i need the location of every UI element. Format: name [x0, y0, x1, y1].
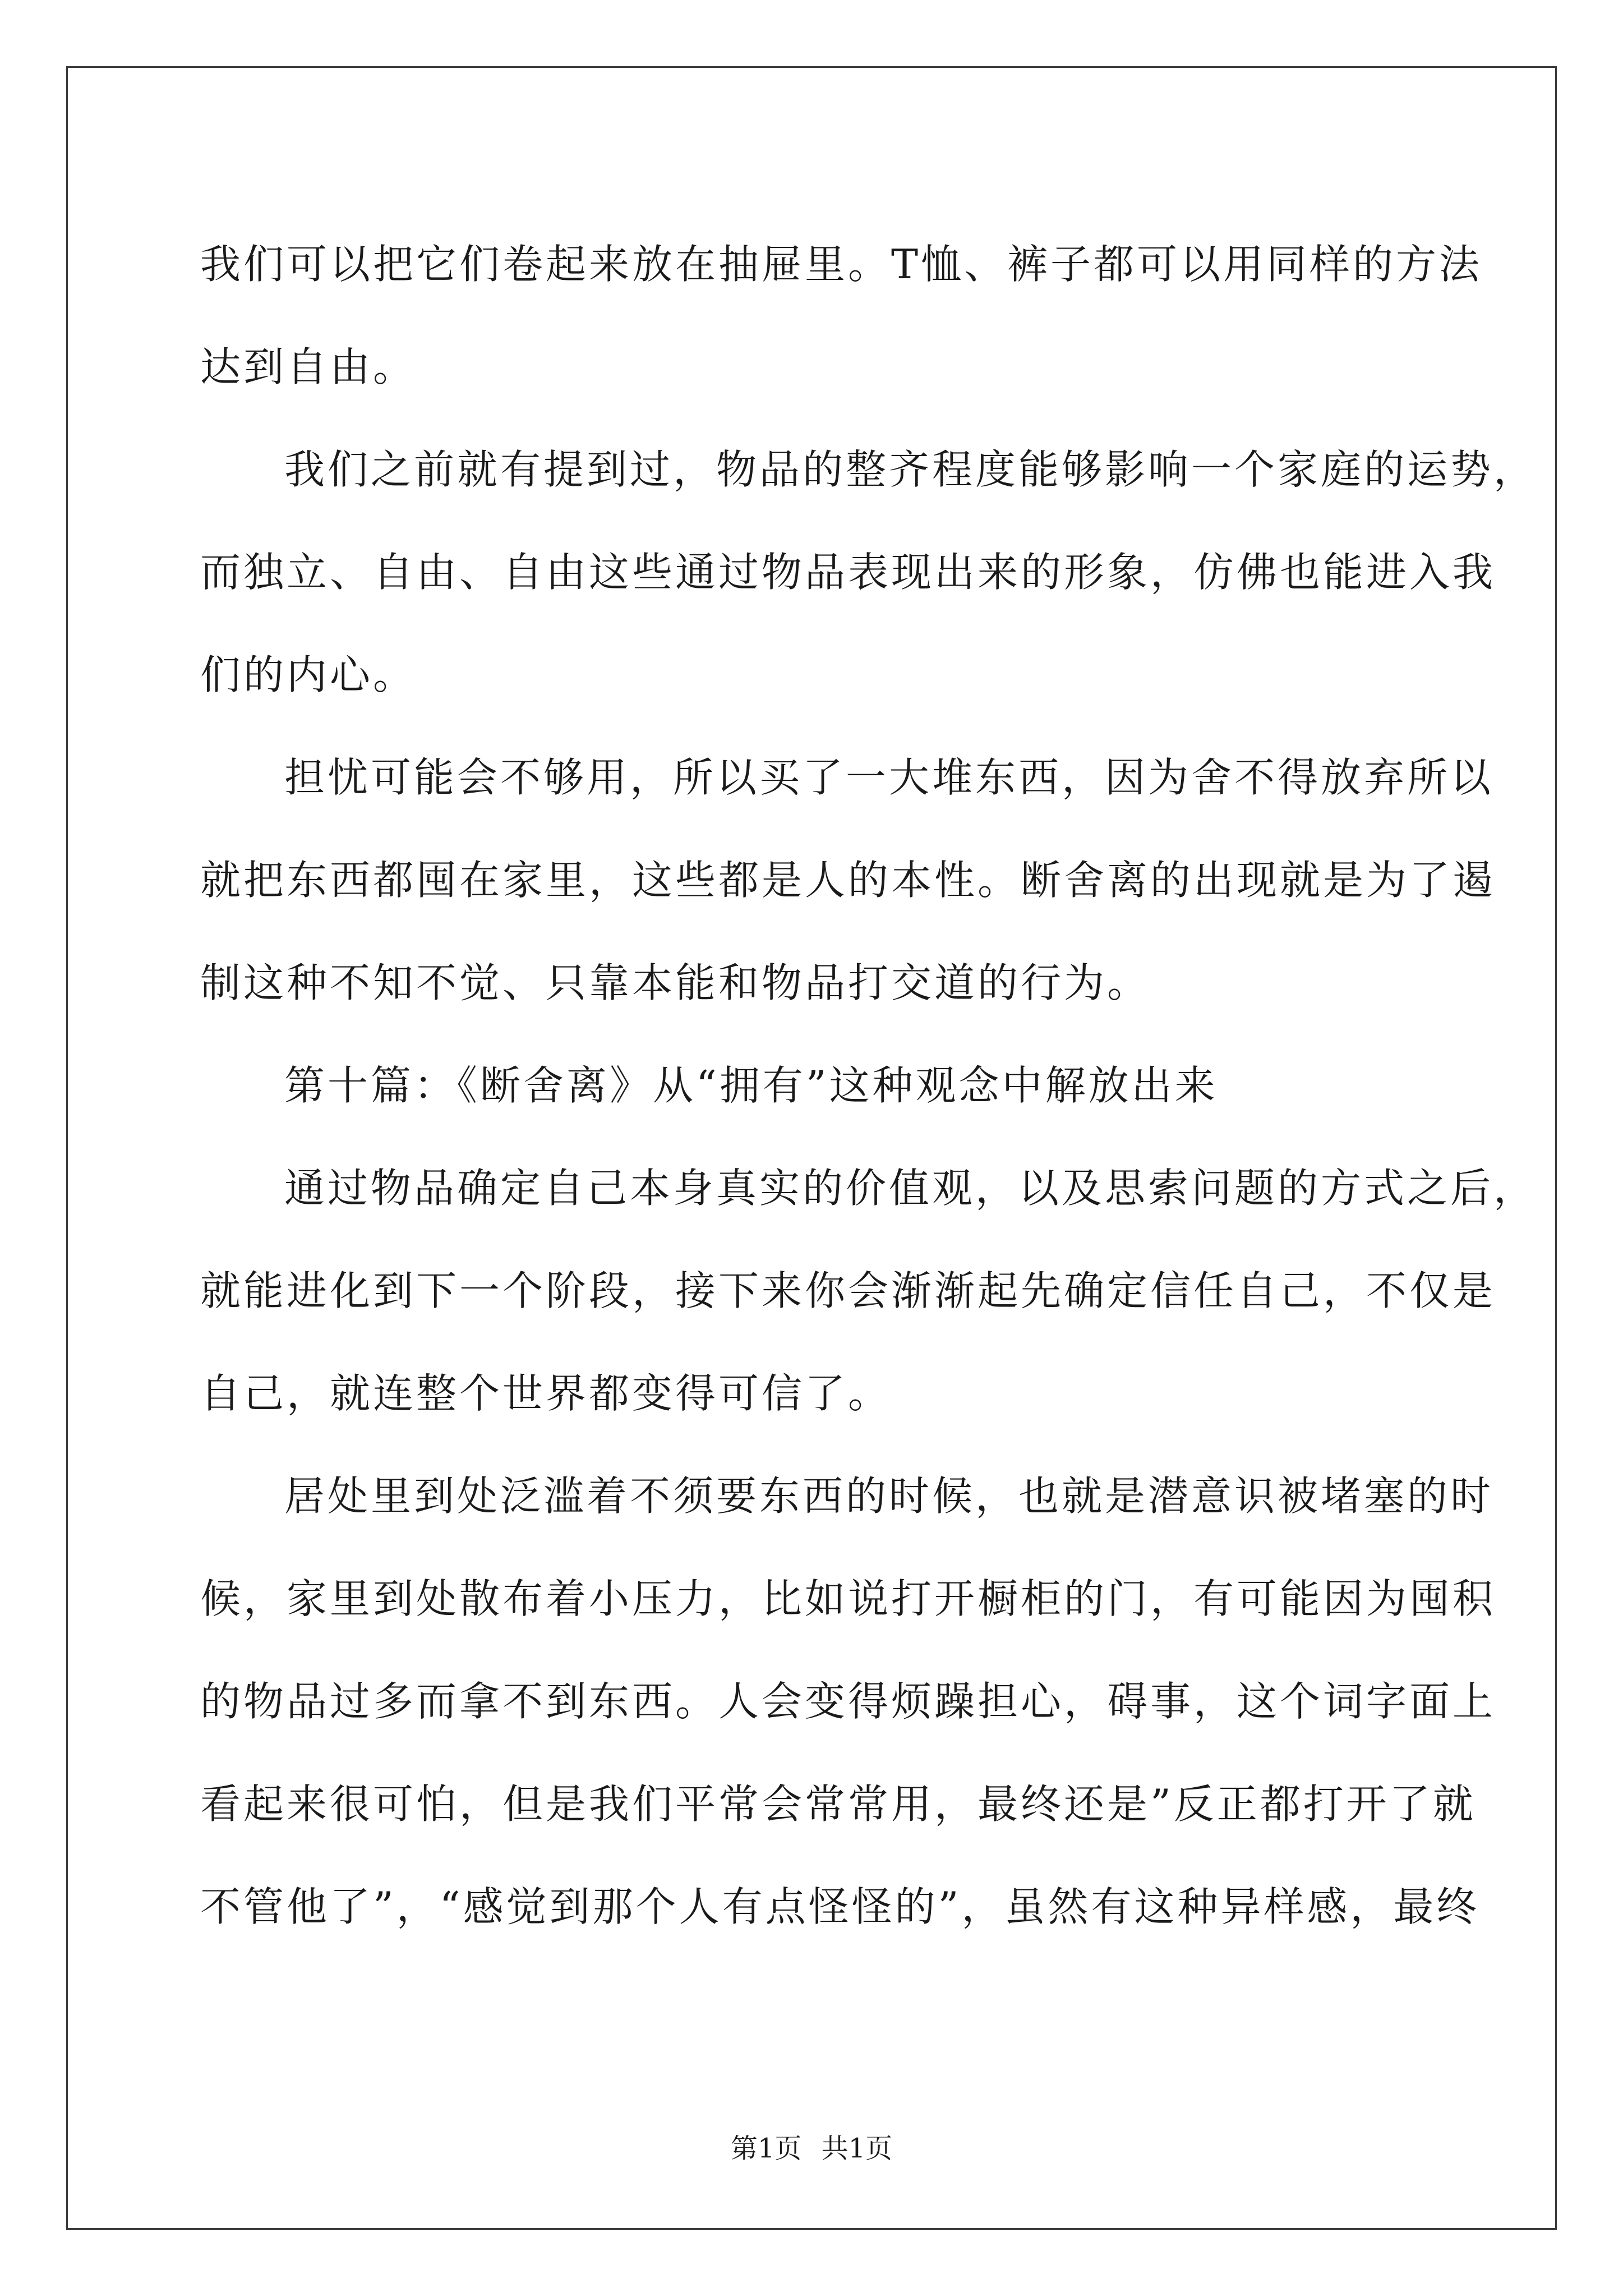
text-line: 我们可以把它们卷起来放在抽屉里。T恤、裤子都可以用同样的方法: [200, 241, 1483, 288]
text-line: 第十篇：《断舍离》从“拥有”这种观念中解放出来: [284, 1062, 1218, 1109]
text-line: 的物品过多而拿不到东西。人会变得烦躁担心，碍事，这个词字面上: [200, 1678, 1496, 1725]
text-line: 看起来很可怕，但是我们平常会常常用，最终还是”反正都打开了就: [200, 1780, 1476, 1828]
page-footer: [0, 2132, 1623, 2165]
text-line: 就把东西都囤在家里，这些都是人的本性。断舍离的出现就是为了遏: [200, 857, 1496, 904]
text-line: 我们之前就有提到过，物品的整齐程度能够影响一个家庭的运势，: [284, 446, 1537, 493]
text-line: 担忧可能会不够用，所以买了一大堆东西，因为舍不得放弃所以: [284, 754, 1494, 801]
text-line: 就能进化到下一个阶段，接下来你会渐渐起先确定信任自己，不仅是: [200, 1267, 1496, 1314]
text-line: 不管他了”，“感觉到那个人有点怪怪的”，虽然有这种异样感，最终: [200, 1883, 1480, 1930]
document-body: [200, 213, 1537, 1958]
text-line: 制这种不知不觉、只靠本能和物品打交道的行为。: [200, 959, 1151, 1006]
page-number: 第1页: [730, 2133, 802, 2164]
text-line: 自己，就连整个世界都变得可信了。: [200, 1370, 892, 1417]
text-line: 居处里到处泛滥着不须要东西的时候，也就是潜意识被堵塞的时: [284, 1473, 1494, 1520]
text-line: 通过物品确定自己本身真实的价值观，以及思索问题的方式之后，: [284, 1165, 1537, 1212]
text-line: 而独立、自由、自由这些通过物品表现出来的形象，仿佛也能进入我: [200, 549, 1496, 596]
text-line: 候，家里到处散布着小压力，比如说打开橱柜的门，有可能因为囤积: [200, 1575, 1496, 1622]
text-line: 们的内心。: [200, 651, 417, 698]
page-total: 共1页: [821, 2133, 893, 2164]
text-line: 达到自由。: [200, 343, 417, 390]
